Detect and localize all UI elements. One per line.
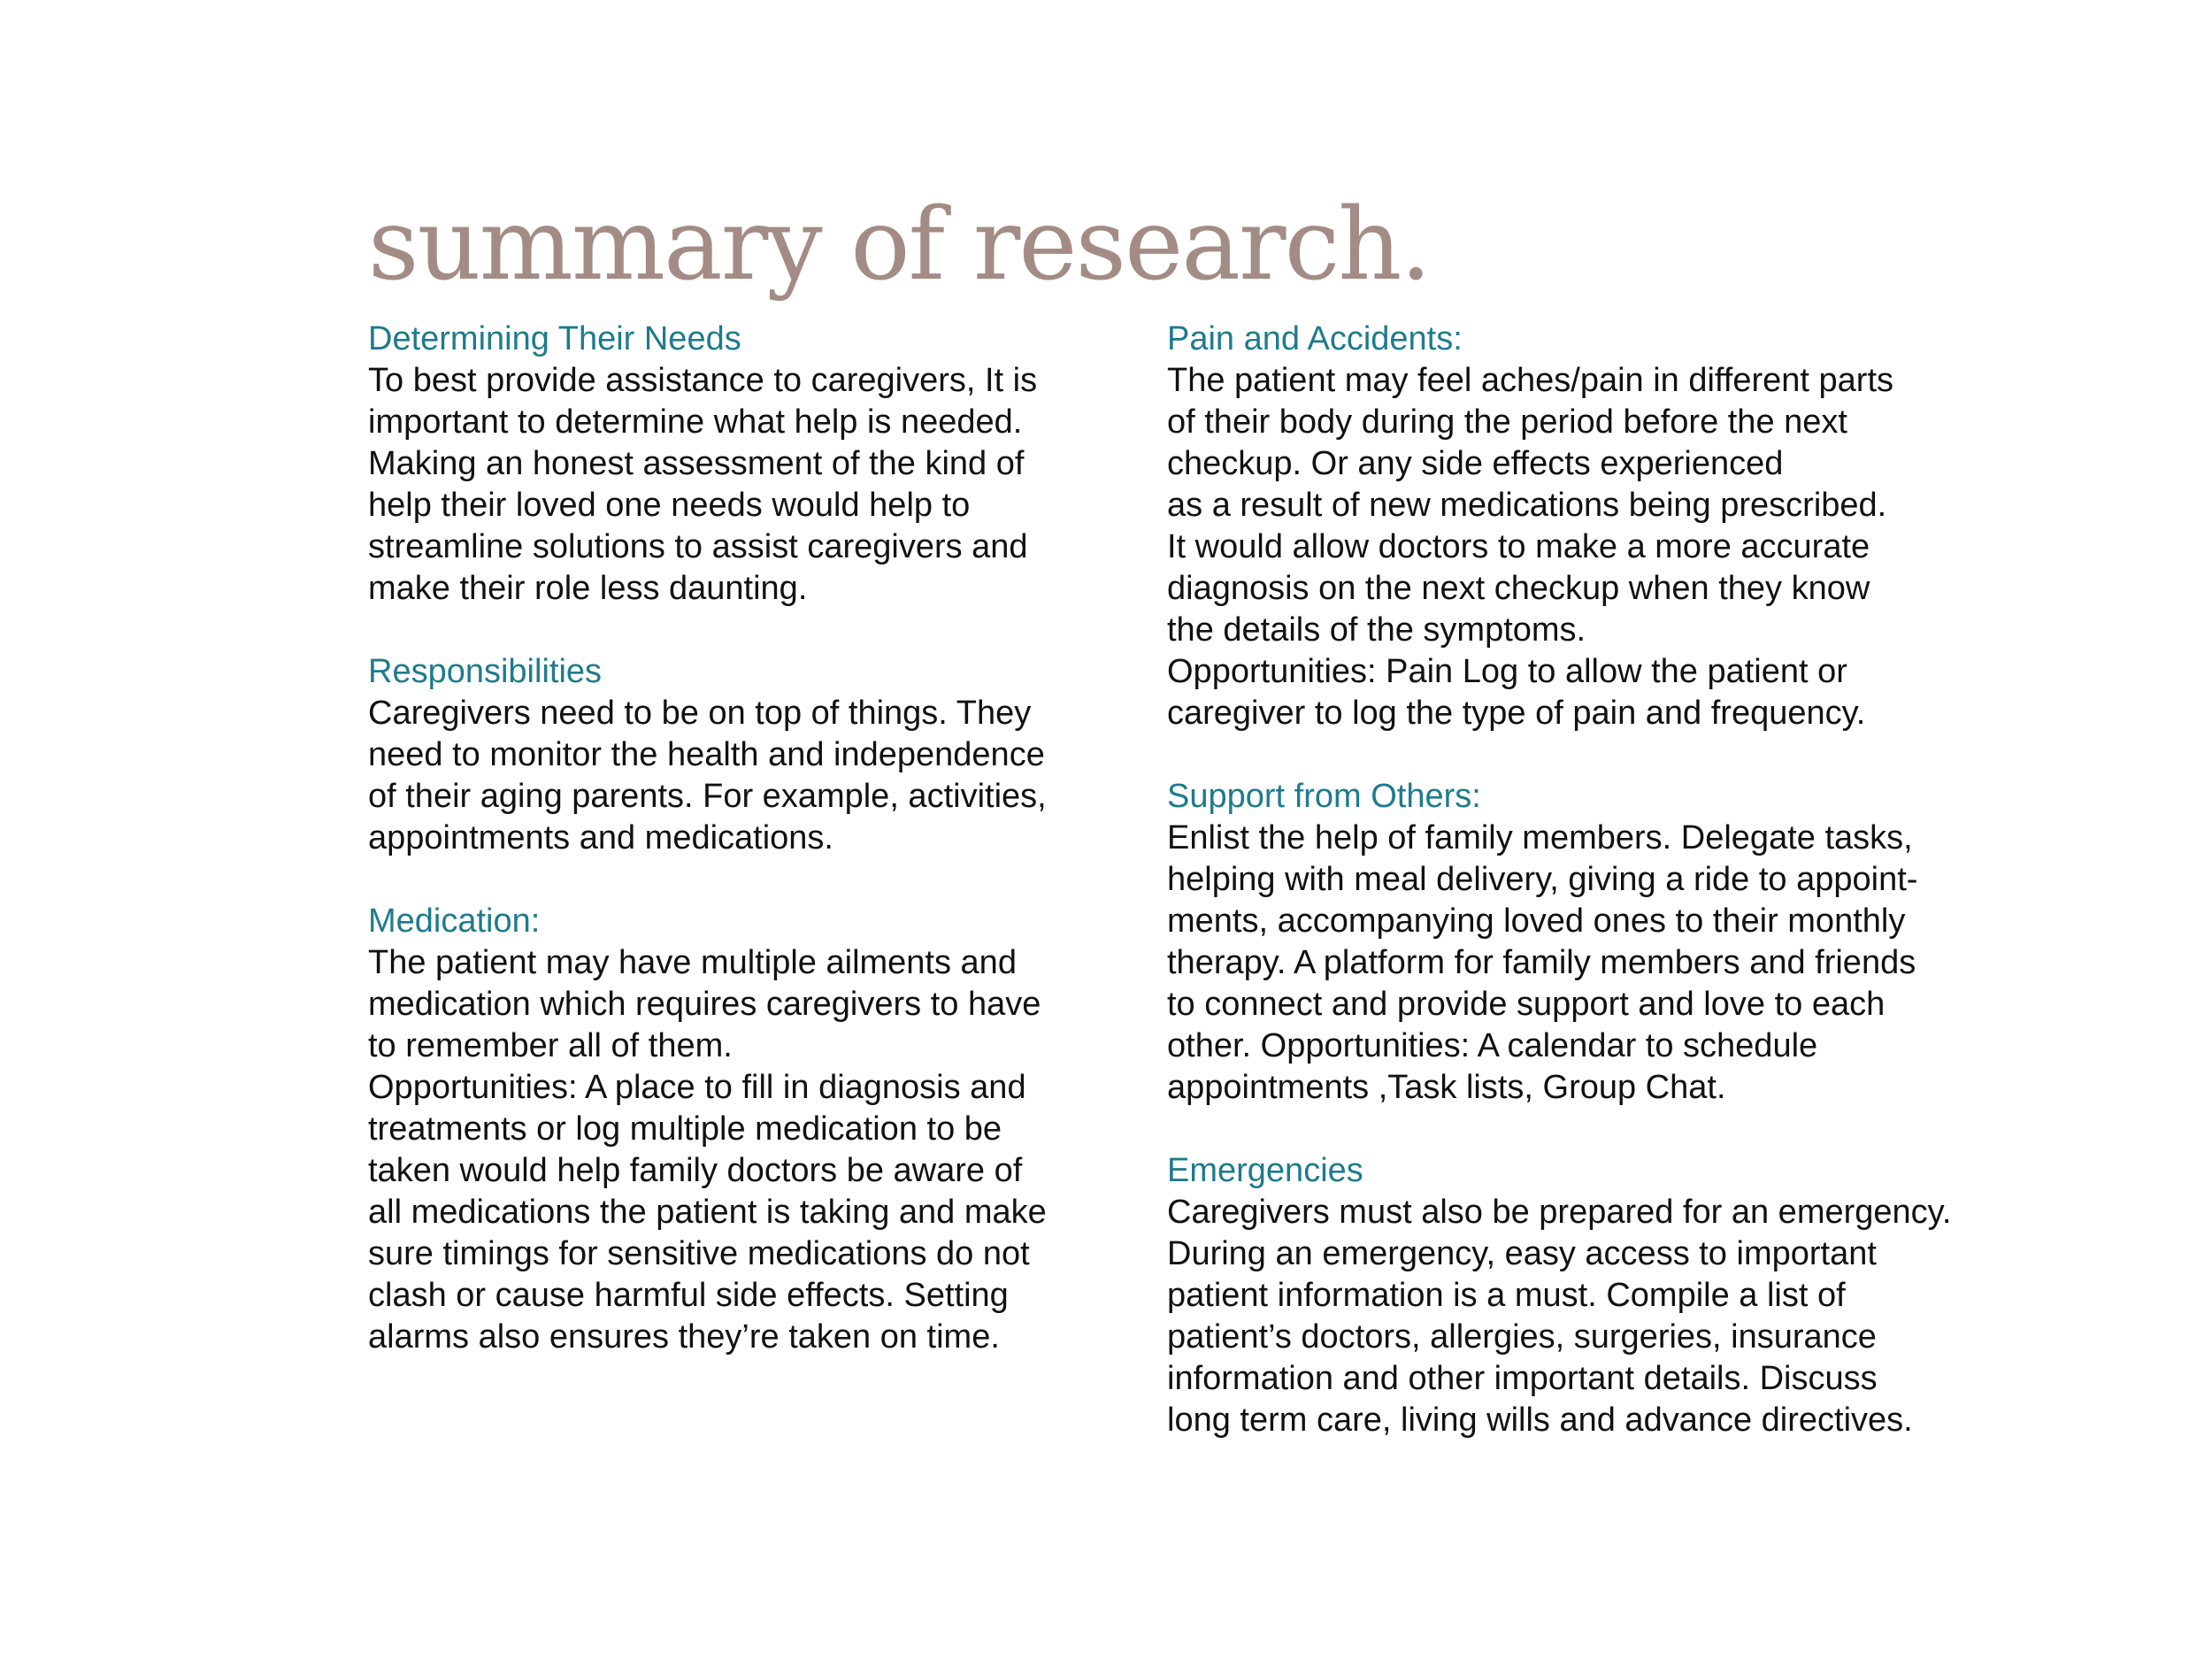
body-line: streamline solutions to assist caregivers and <box>368 528 1028 565</box>
body-line: therapy. A platform for family members and friends <box>1167 944 1916 981</box>
section-heading: Support from Others: <box>1167 778 1481 815</box>
body-line: need to monitor the health and independence <box>368 736 1045 773</box>
page-title: summary of research. <box>368 188 1431 303</box>
body-line: Opportunities: Pain Log to allow the patient or <box>1167 653 1847 690</box>
body-line: ments, accompanying loved ones to their monthly <box>1167 902 1906 940</box>
section-body <box>368 693 1076 859</box>
body-line: medication which requires caregivers to have <box>368 986 1041 1023</box>
body-line: all medications the patient is taking and make <box>368 1194 1047 1231</box>
research-section <box>368 319 1076 610</box>
right-column <box>1167 319 1981 1483</box>
body-line: of their body during the period before the next <box>1167 403 1847 441</box>
body-line: caregiver to log the type of pain and frequency. <box>1167 695 1866 732</box>
body-line: information and other important details. Discuss <box>1167 1360 1878 1397</box>
body-line: Making an honest assessment of the kind of <box>368 445 1025 482</box>
body-line: to connect and provide support and love to each <box>1167 986 1886 1023</box>
body-line: It would allow doctors to make a more accurate <box>1167 528 1870 565</box>
section-heading: Determining Their Needs <box>368 320 741 357</box>
body-line: taken would help family doctors be aware of <box>368 1152 1023 1189</box>
body-line: important to determine what help is needed. <box>368 403 1023 441</box>
body-line: help their loved one needs would help to <box>368 487 971 524</box>
body-line: make their role less daunting. <box>368 570 808 607</box>
body-line: To best provide assistance to caregivers, It is <box>368 362 1038 399</box>
section-body <box>1167 818 1981 1109</box>
section-heading: Responsibilities <box>368 653 603 690</box>
body-line: The patient may feel aches/pain in different parts <box>1167 362 1894 399</box>
body-line: treatments or log multiple medication to be <box>368 1110 1002 1148</box>
body-line: appointments ,Task lists, Group Chat. <box>1167 1069 1726 1106</box>
section-body <box>1167 1192 1981 1441</box>
body-line: clash or cause harmful side effects. Setting <box>368 1277 1009 1314</box>
section-body <box>368 942 1076 1358</box>
body-line: the details of the symptoms. <box>1167 611 1586 649</box>
section-heading: Pain and Accidents: <box>1167 320 1463 357</box>
body-line: checkup. Or any side effects experienced <box>1167 445 1784 482</box>
left-column <box>368 319 1076 1400</box>
body-line: patient information is a must. Compile a list of <box>1167 1277 1846 1314</box>
body-line: alarms also ensures they’re taken on time. <box>368 1318 1000 1356</box>
body-line: During an emergency, easy access to important <box>1167 1235 1877 1272</box>
body-line: appointments and medications. <box>368 819 833 856</box>
body-line: of their aging parents. For example, activities, <box>368 778 1047 815</box>
body-line: helping with meal delivery, giving a ride to appoint- <box>1167 861 1918 898</box>
section-heading: Medication: <box>368 902 541 940</box>
research-section <box>368 901 1076 1358</box>
body-line: other. Opportunities: A calendar to schedule <box>1167 1027 1818 1064</box>
body-line: patient’s doctors, allergies, surgeries, insurance <box>1167 1318 1877 1356</box>
section-heading: Emergencies <box>1167 1152 1363 1189</box>
research-section <box>1167 319 1981 734</box>
body-line: long term care, living wills and advance directives. <box>1167 1402 1913 1439</box>
body-line: The patient may have multiple ailments and <box>368 944 1017 981</box>
body-line: Caregivers must also be prepared for an emergency. <box>1167 1194 1952 1231</box>
research-section <box>368 651 1076 859</box>
research-section <box>1167 1150 1981 1441</box>
body-line: Enlist the help of family members. Delegate tasks, <box>1167 819 1913 856</box>
body-line: Opportunities: A place to fill in diagnosis and <box>368 1069 1026 1106</box>
body-line: diagnosis on the next checkup when they know <box>1167 570 1870 607</box>
body-line: to remember all of them. <box>368 1027 733 1064</box>
body-line: sure timings for sensitive medications do not <box>368 1235 1030 1272</box>
section-body <box>1167 360 1981 734</box>
body-line: as a result of new medications being prescribed. <box>1167 487 1887 524</box>
research-section <box>1167 776 1981 1109</box>
body-line: Caregivers need to be on top of things. They <box>368 695 1032 732</box>
section-body <box>368 360 1076 610</box>
